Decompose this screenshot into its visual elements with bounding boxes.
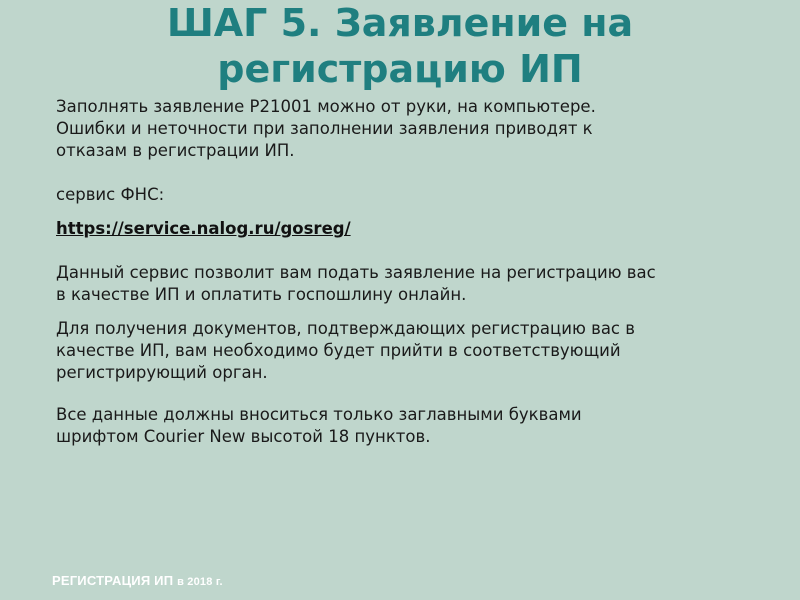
documents-paragraph — [56, 318, 756, 384]
slide-footer — [52, 573, 223, 590]
service-desc-line-2: в качестве ИП и оплатить госпошлину онлайн. — [56, 285, 467, 304]
intro-line-3: отказам в регистрации ИП. — [56, 141, 295, 160]
documents-line-2: качестве ИП, вам необходимо будет прийти в соответствующий — [56, 341, 621, 360]
slide-title-line-1: ШАГ 5. Заявление на — [166, 1, 634, 45]
service-link[interactable]: https://service.nalog.ru/gosreg/ — [56, 219, 351, 238]
caps-note-paragraph — [56, 404, 756, 448]
intro-line-2: Ошибки и неточности при заполнении заявления приводят к — [56, 119, 593, 138]
caps-note-line-2: шрифтом Courier New высотой 18 пунктов. — [56, 427, 431, 446]
intro-paragraph — [56, 96, 756, 162]
spacer — [56, 206, 756, 218]
slide-body — [56, 96, 756, 448]
spacer — [56, 240, 756, 262]
footer-main-text: РЕГИСТРАЦИЯ ИП — [52, 573, 174, 588]
service-label: сервис ФНС: — [56, 185, 165, 204]
intro-line-1: Заполнять заявление Р21001 можно от руки, на компьютере. — [56, 97, 596, 116]
service-desc-line-1: Данный сервис позволит вам подать заявление на регистрацию вас — [56, 263, 656, 282]
service-link-paragraph — [56, 218, 756, 240]
footer-year-text: в 2018 г. — [177, 576, 223, 588]
service-description — [56, 262, 756, 306]
documents-line-3: регистрирующий орган. — [56, 363, 268, 382]
documents-line-1: Для получения документов, подтверждающих регистрацию вас в — [56, 319, 635, 338]
spacer — [56, 162, 756, 184]
caps-note-line-1: Все данные должны вноситься только заглавными буквами — [56, 405, 582, 424]
spacer — [56, 384, 756, 404]
slide-title-line-2: регистрацию ИП — [217, 47, 583, 91]
spacer — [56, 306, 756, 318]
slide-title — [0, 0, 800, 92]
